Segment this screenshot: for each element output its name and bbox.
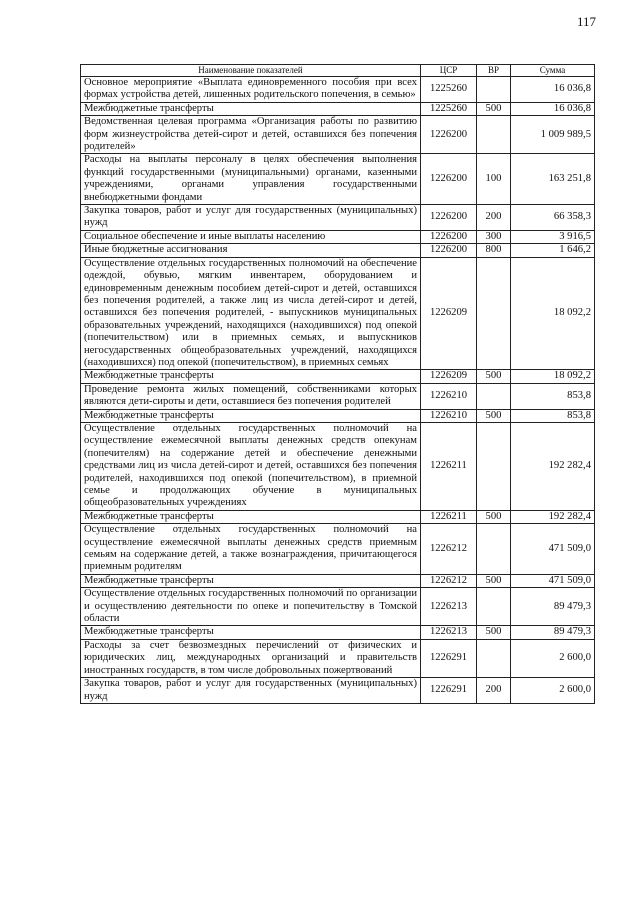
cell-name: Расходы за счет безвозмездных перечислений от физических и юридических лиц, международных организаций и правительств иностранных государств, в том числе добровольных пожертвований bbox=[81, 639, 421, 677]
cell-sum: 163 251,8 bbox=[511, 154, 595, 205]
table-row bbox=[81, 639, 595, 677]
cell-sum: 66 358,3 bbox=[511, 205, 595, 231]
cell-vr bbox=[477, 524, 511, 575]
cell-vr bbox=[477, 422, 511, 510]
cell-csr: 1226211 bbox=[421, 422, 477, 510]
cell-vr bbox=[477, 116, 511, 154]
table-row bbox=[81, 588, 595, 626]
cell-name: Расходы на выплаты персоналу в целях обеспечения выполнения функций государственными (муниципальными) органами, казенными учреждениями, органами управления государственными внебюджетными фондами bbox=[81, 154, 421, 205]
cell-csr: 1225260 bbox=[421, 77, 477, 103]
cell-vr: 300 bbox=[477, 230, 511, 243]
table-row bbox=[81, 524, 595, 575]
cell-name: Осуществление отдельных государственных полномочий на осуществление ежемесячной выплаты денежных средств приемным семьям на содержание детей, а также вознаграждения, причитающегося приемным родителям bbox=[81, 524, 421, 575]
cell-name: Ведомственная целевая программа «Организация работы по развитию форм жизнеустройства детей-сирот и детей, оставшихся без попечения родителей» bbox=[81, 116, 421, 154]
cell-vr bbox=[477, 588, 511, 626]
cell-csr: 1226200 bbox=[421, 244, 477, 257]
cell-vr bbox=[477, 639, 511, 677]
table-row bbox=[81, 409, 595, 422]
budget-table bbox=[80, 64, 595, 704]
table-row bbox=[81, 574, 595, 587]
cell-name: Осуществление отдельных государственных полномочий на осуществление ежемесячной выплаты денежных средств опекунам (попечителям) на содержание детей и обеспечение денежными средствами лиц из числа детей-сирот и детей, оставшихся без попечения родителей, находившихся под опекой (попечительством), в приемной семье и продолжающих обучение в муниципальных общеобразовательных учреждениях bbox=[81, 422, 421, 510]
cell-name: Межбюджетные трансферты bbox=[81, 102, 421, 115]
cell-sum: 1 009 989,5 bbox=[511, 116, 595, 154]
cell-vr: 100 bbox=[477, 154, 511, 205]
cell-name: Межбюджетные трансферты bbox=[81, 626, 421, 639]
cell-sum: 2 600,0 bbox=[511, 678, 595, 704]
table-row bbox=[81, 205, 595, 231]
cell-name: Межбюджетные трансферты bbox=[81, 510, 421, 523]
cell-vr: 800 bbox=[477, 244, 511, 257]
cell-name: Закупка товаров, работ и услуг для государственных (муниципальных) нужд bbox=[81, 205, 421, 231]
cell-csr: 1226209 bbox=[421, 257, 477, 370]
cell-sum: 16 036,8 bbox=[511, 102, 595, 115]
cell-name: Осуществление отдельных государственных полномочий на обеспечение одеждой, обувью, мягким инвентарем, оборудованием и единовременным денежным пособием детей-сирот и детей, оставшихся без попечения родителей, а также лиц из числа детей-сирот и детей, оставшихся без попечения родителей, - выпускников муниципальных образовательных учреждений, находящихся (находившихся) под опекой (попечительством) или в приемных семьях, и выпускников негосударственных общеобразовательных учреждений, находящихся (находившихся) под опекой (попечительством), в приемных семьях bbox=[81, 257, 421, 370]
cell-vr: 500 bbox=[477, 370, 511, 383]
cell-sum: 192 282,4 bbox=[511, 510, 595, 523]
table-row bbox=[81, 257, 595, 370]
table-row bbox=[81, 77, 595, 103]
cell-vr bbox=[477, 77, 511, 103]
cell-csr: 1226200 bbox=[421, 205, 477, 231]
cell-vr: 500 bbox=[477, 626, 511, 639]
cell-sum: 853,8 bbox=[511, 383, 595, 409]
table-row bbox=[81, 154, 595, 205]
cell-name: Основное мероприятие «Выплата единовременного пособия при всех формах устройства детей, лишенных родительского попечения, в семью» bbox=[81, 77, 421, 103]
cell-csr: 1226213 bbox=[421, 588, 477, 626]
header-csr: ЦСР bbox=[421, 65, 477, 77]
table-row bbox=[81, 678, 595, 704]
table-row bbox=[81, 383, 595, 409]
cell-csr: 1226212 bbox=[421, 524, 477, 575]
table-row bbox=[81, 230, 595, 243]
table-header-row bbox=[81, 65, 595, 77]
cell-name: Межбюджетные трансферты bbox=[81, 409, 421, 422]
cell-name: Проведение ремонта жилых помещений, собственниками которых являются дети-сироты и дети, оставшиеся без попечения родителей bbox=[81, 383, 421, 409]
cell-name: Социальное обеспечение и иные выплаты населению bbox=[81, 230, 421, 243]
table-row bbox=[81, 116, 595, 154]
cell-csr: 1226200 bbox=[421, 154, 477, 205]
cell-vr: 500 bbox=[477, 574, 511, 587]
cell-sum: 471 509,0 bbox=[511, 574, 595, 587]
cell-name: Межбюджетные трансферты bbox=[81, 370, 421, 383]
cell-csr: 1226210 bbox=[421, 383, 477, 409]
table-row bbox=[81, 370, 595, 383]
table-body bbox=[81, 77, 595, 704]
cell-vr bbox=[477, 257, 511, 370]
cell-vr: 200 bbox=[477, 205, 511, 231]
cell-sum: 2 600,0 bbox=[511, 639, 595, 677]
cell-csr: 1226291 bbox=[421, 639, 477, 677]
cell-csr: 1226212 bbox=[421, 574, 477, 587]
cell-sum: 853,8 bbox=[511, 409, 595, 422]
cell-csr: 1226200 bbox=[421, 230, 477, 243]
cell-sum: 16 036,8 bbox=[511, 77, 595, 103]
cell-vr: 500 bbox=[477, 510, 511, 523]
cell-sum: 89 479,3 bbox=[511, 588, 595, 626]
cell-sum: 18 092,2 bbox=[511, 370, 595, 383]
header-sum: Сумма bbox=[511, 65, 595, 77]
table-row bbox=[81, 422, 595, 510]
cell-sum: 89 479,3 bbox=[511, 626, 595, 639]
cell-sum: 192 282,4 bbox=[511, 422, 595, 510]
header-name: Наименование показателей bbox=[81, 65, 421, 77]
cell-sum: 3 916,5 bbox=[511, 230, 595, 243]
cell-csr: 1225260 bbox=[421, 102, 477, 115]
table-row bbox=[81, 244, 595, 257]
cell-vr: 500 bbox=[477, 409, 511, 422]
cell-vr: 500 bbox=[477, 102, 511, 115]
table-row bbox=[81, 510, 595, 523]
cell-sum: 18 092,2 bbox=[511, 257, 595, 370]
cell-csr: 1226291 bbox=[421, 678, 477, 704]
table-row bbox=[81, 102, 595, 115]
cell-name: Иные бюджетные ассигнования bbox=[81, 244, 421, 257]
cell-csr: 1226209 bbox=[421, 370, 477, 383]
cell-csr: 1226213 bbox=[421, 626, 477, 639]
cell-csr: 1226211 bbox=[421, 510, 477, 523]
page-number: 117 bbox=[576, 14, 596, 29]
cell-sum: 471 509,0 bbox=[511, 524, 595, 575]
table-row bbox=[81, 626, 595, 639]
cell-name: Закупка товаров, работ и услуг для государственных (муниципальных) нужд bbox=[81, 678, 421, 704]
cell-vr bbox=[477, 383, 511, 409]
cell-csr: 1226200 bbox=[421, 116, 477, 154]
cell-sum: 1 646,2 bbox=[511, 244, 595, 257]
cell-vr: 200 bbox=[477, 678, 511, 704]
header-vr: ВР bbox=[477, 65, 511, 77]
cell-name: Межбюджетные трансферты bbox=[81, 574, 421, 587]
cell-name: Осуществление отдельных государственных полномочий по организации и осуществлению деятельности по опеке и попечительству в Томской области bbox=[81, 588, 421, 626]
cell-csr: 1226210 bbox=[421, 409, 477, 422]
